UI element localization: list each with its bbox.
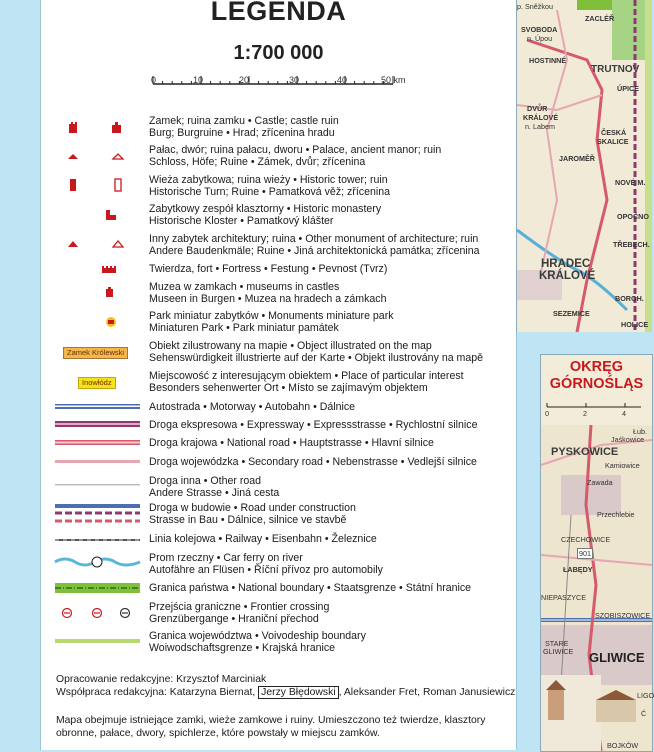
monastery-icon [66, 206, 126, 222]
map-label-kralove-2: KRÁLOVÉ [539, 270, 596, 282]
map-note: Mapa obejmuje istniejące zamki, wieże zamkowe i ruiny. Umieszczono też twierdze, klasztory obronne, pałace, dwory, spichlerze, które powstały w miejscu zamków. [56, 715, 486, 739]
map-label-kralove-1: KRÁLOVÉ [523, 113, 559, 122]
map-label-labem: n. Labem [525, 122, 555, 131]
legend-entry-motorway: Autostrada • Motorway • Autobahn • Dálnice [149, 401, 356, 413]
palace-icon [66, 148, 126, 162]
credits-editor: Opracowanie redakcyjne: Krzysztof Marciniak [56, 674, 267, 685]
inset-label-ligota: LIGO [637, 691, 654, 700]
inset-label-bojkow: BOJKÓW [607, 741, 639, 750]
legend-entry-road-construction: Droga w budowie • Road under construction Strasse in Bau • Dálnice, silnice ve stavbě [149, 502, 356, 526]
legend-entry-expressway: Droga ekspresowa • Expressway • Expressstrasse • Rychlostní silnice [149, 419, 478, 431]
map-label-upice: ÚPICE [617, 84, 639, 93]
inset-label-przechlebie: Przechlebie [597, 510, 635, 519]
legend-title: LEGENDA [210, 0, 347, 26]
illustrated-object-tag: Zamek Królewski [63, 347, 128, 359]
map-label-snezkou: p. Sněžkou [517, 2, 553, 11]
scale-tick-30: 30 [289, 75, 300, 85]
inset-label-zawada: Zawada [587, 478, 613, 487]
legend-entry-fortress: Twierdza, fort • Fortress • Festung • Pevnost (Tvrz) [149, 263, 388, 275]
map-label-nove-mesto: NOVÉ M. [615, 178, 646, 187]
legend-panel [40, 0, 517, 750]
legend-entry-national-boundary: Granica państwa • National boundary • Staatsgrenze • Státní hranice [149, 582, 472, 594]
inset-label-kamiowice: Kamiowice [605, 461, 640, 470]
legend-entry-voivodeship-boundary: Granica województwa • Voivodeship boundary Woiwodschaftsgrenze • Krajská hranice [149, 630, 366, 654]
inset-label-c: Ć [641, 709, 647, 718]
inset-road-901: 901 [579, 549, 591, 558]
castle-icon [66, 119, 126, 135]
legend-entry-palace: Pałac, dwór; ruina pałacu, dworu • Palace, ancient manor; ruin Schloss, Höfe; Ruine • Zámek, dvůr; zřícenina [149, 144, 442, 168]
map-top-background [517, 0, 652, 332]
scale-tick-20: 20 [239, 75, 250, 85]
inset-label-jaskowice: Jaśkowice [611, 435, 645, 444]
map-label-holice: HOLICE [621, 320, 649, 329]
scale-tick-10: 10 [193, 75, 204, 85]
road-symbols [55, 402, 140, 652]
credits-collaboration: Współpraca redakcyjna: Katarzyna Biernat, Jerzy Błędowski , Aleksander Fret, Roman Janusiewicz [56, 687, 516, 698]
map-label-upou: n. Úpou [527, 34, 553, 43]
inset-label-niepaszyce: NIEPASZYCE [541, 593, 586, 602]
inset-label-gliwice: GLIWICE [589, 650, 645, 665]
legend-entry-museum: Muzea w zamkach • museums in castles Museen in Burgen • Muzea na hradech a zámkach [149, 281, 387, 305]
place-of-interest-tag: Inowłódz [78, 377, 116, 389]
map-label-borohradek: BOROH. [615, 294, 644, 303]
map-label-ceska: ČESKÁ [601, 128, 627, 137]
inset-label-lub: Łub. [633, 427, 647, 436]
legend-entry-ferry: Prom rzeczny • Car ferry on river Autofähre an Flüsen • Říční přívoz pro automobily [149, 552, 383, 576]
map-label-skalice: SKALICE [597, 137, 629, 146]
legend-entry-frontier-crossing: Przejścia graniczne • Frontier crossing Grenzübergange • Hraniční přechod [149, 601, 330, 625]
monument-icon [66, 235, 126, 249]
map-label-jaromer: JAROMĚŘ [559, 154, 595, 163]
inset-scale-0: 0 [545, 409, 549, 418]
inset-scale-4: 4 [622, 409, 626, 418]
inset-label-labedy: ŁABĘDY [563, 565, 593, 574]
legend-entry-miniature-park: Park miniatur zabytków • Monuments miniature park Miniaturen Park • Park miniatur památek [149, 310, 394, 334]
inset-label-czechowice: CZECHOWICE [561, 535, 611, 544]
map-label-svoboda: SVOBODA [521, 25, 558, 34]
map-label-hradec: HRADEC [541, 258, 591, 270]
museum-icon [66, 285, 126, 299]
map-label-hostinne: HOSTINNÉ [529, 56, 567, 65]
map-bottom-background [541, 355, 652, 751]
map-fragment-top [516, 0, 652, 332]
inset-title: OKRĘG GÓRNOŚLĄS [549, 359, 644, 392]
legend-entry-place: Miejscowość z interesującym obiektem • Place of particular interest Besonders sehenwerter Ort • Místo se zajímavým objektem [149, 370, 464, 394]
fortress-icon [66, 263, 126, 275]
legend-entry-monastery: Zabytkowy zespół klasztorny • Historic monastery Historische Kloster • Pamatkový klášter [149, 203, 382, 227]
map-scale-label: 1:700 000 [233, 42, 324, 64]
miniature-park-icon [66, 315, 126, 329]
inset-label-pyskowice: PYSKOWICE [551, 446, 619, 458]
inset-label-szobiszowice: SZOBISZOWICE [595, 611, 651, 620]
inset-label-stare: STARE [545, 639, 569, 648]
legend-entry-national-road: Droga krajowa • National road • Hauptstrasse • Hlavní silnice [149, 437, 434, 449]
legend-entry-other-road: Droga inna • Other road Andere Strasse • Jiná cesta [149, 475, 280, 499]
map-fragment-bottom [540, 354, 653, 752]
map-label-sezemice: SEZEMICE [553, 309, 590, 318]
scale-tick-50: 50 km [381, 75, 406, 85]
map-label-trebechovice: TŘEBECH. [613, 240, 650, 249]
legend-entry-illustrated: Obiekt zilustrowany na mapie • Object illustrated on the map Sehenswürdigkeit illustrierte auf der Karte • Objekt ilustrovány na mapě [149, 340, 484, 364]
map-label-dvur: DVŮR [527, 104, 548, 113]
credits-boxed-name: Jerzy Błędowski [258, 686, 339, 699]
legend-entry-monument: Inny zabytek architektury; ruina • Other monument of architecture; ruin Andere Baudenkmäle; Ruine • Jiná architektonická památka; zřícenina [149, 233, 480, 257]
legend-entry-secondary-road: Droga wojewódzka • Secondary road • Nebenstrasse • Vedlejší silnice [149, 456, 477, 468]
tower-icon [66, 177, 126, 193]
scale-tick-0: 0 [151, 75, 157, 85]
legend-entry-tower: Wieża zabytkowa; ruina wieży • Historic tower; ruin Historische Turn; Ruine • Pamatková věž; zřícenina [149, 174, 390, 198]
inset-scale-2: 2 [583, 409, 587, 418]
legend-entry-castle: Zamek; ruina zamku • Castle; castle ruin Burg; Burgruine • Hrad; zřícenina hradu [149, 115, 339, 139]
inset-label-stare-gliwice: GLIWICE [543, 647, 574, 656]
map-label-zacler: ZACLÉŘ [585, 14, 615, 23]
scale-bar [151, 74, 411, 88]
legend-entry-railway: Linia kolejowa • Railway • Eisenbahn • Železnice [149, 533, 377, 545]
map-label-trutnov: TRUTNOV [591, 64, 640, 75]
scale-tick-40: 40 [337, 75, 348, 85]
map-label-opocno: OPOČNO [617, 212, 649, 221]
